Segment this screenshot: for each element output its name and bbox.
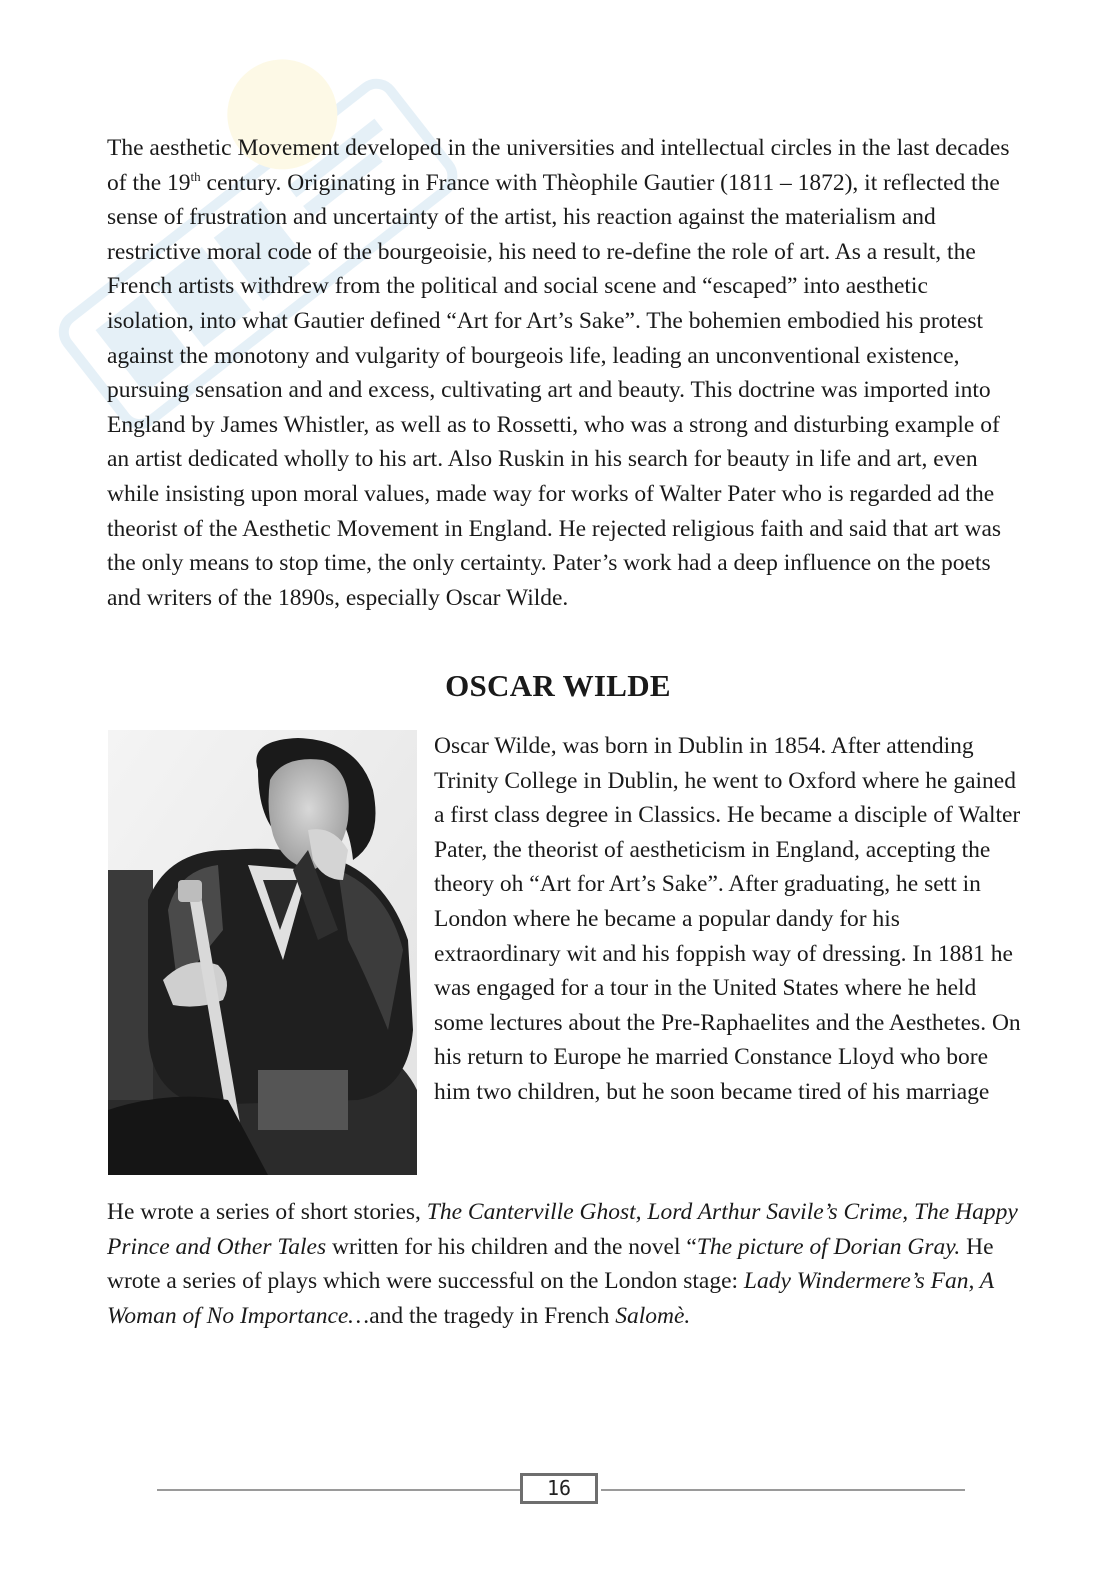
footer-divider-left bbox=[157, 1489, 521, 1491]
biography-text: Oscar Wilde, was born in Dublin in 1854. After attending Trinity College in Dublin, he went to Oxford where he gained a first class degree in Classics. He became a disciple of Walter Pater, the theorist of aestheticism in England, accepting the theory oh “Art for Art’s Sake”. After graduating, he sett in London where he became a popular dandy for his extraordinary wit and his foppish way of dressing. In 1881 he was engaged for a tour in the United States where he held some lectures about the Pre-Raphaelites and the Aesthetes. On his return to Europe he married Constance Lloyd who bore him two children, but he soon became tired of his marriage bbox=[434, 733, 1021, 1105]
section-heading: OSCAR WILDE bbox=[445, 668, 671, 703]
intro-paragraph: The aesthetic Movement developed in the universities and intellectual circles in the last decades of the 19th century. Originating in France with Thèophile Gautier (1811 – 1872), it reflected the sense of frustration and uncertainty of the artist, his reaction against the materialism and restrictive moral code of the bourgeoisie, his need to re-define the role of art. As a result, the French artists withdrew from the political and social scene and “escaped” into aesthetic isolation, into what Gautier defined “Art for Art’s Sake”. The bohemien embodied his protest against the monotony and vulgarity of bourgeois life, leading an unconventional existence, pursuing sensation and and excess, cultivating art and beauty. This doctrine was imported into England by James Whistler, as well as to Rossetti, who was a strong and disturbing example of an artist dedicated wholly to his art. Also Ruskin in his search for beauty in life and art, even while insisting upon moral values, made way for works of Walter Pater who is regarded ad the theorist of the Aesthetic Movement in England. He rejected religious faith and said that art was the only means to stop time, the only certainty. Pater’s work had a deep influence on the poets and writers of the 1890s, especially Oscar Wilde. bbox=[107, 135, 1010, 611]
footer-divider-right bbox=[601, 1489, 965, 1491]
page-number: 16 bbox=[520, 1473, 598, 1504]
works-paragraph: He wrote a series of short stories, The Canterville Ghost, Lord Arthur Savile’s Crime, The Happy Prince and Other Tales written for his children and the novel “The picture of Dorian Gray. He wrote a series of plays which were successful on the London stage: Lady Windermere’s Fan, A Woman of No Importance…and the tragedy in French Salomè. bbox=[107, 1199, 1018, 1329]
portrait-photo bbox=[108, 730, 417, 1175]
